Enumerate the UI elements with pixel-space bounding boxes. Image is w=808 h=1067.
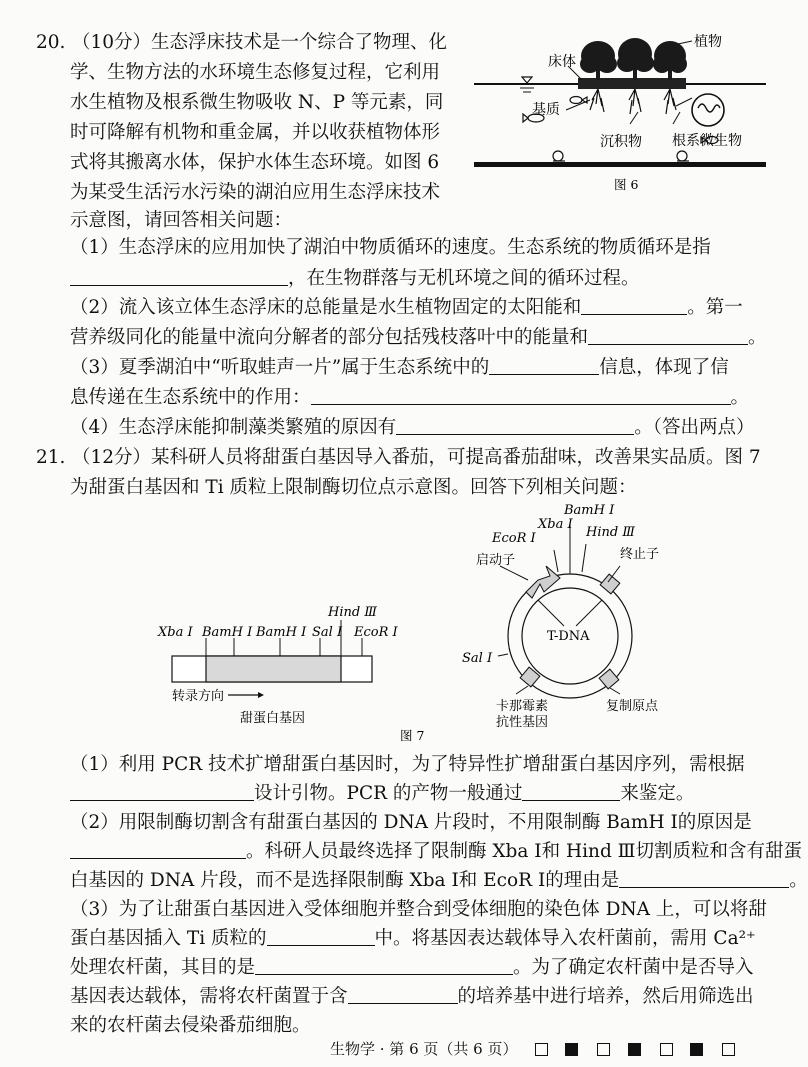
label-substrate: 基质 [532,102,560,118]
q21-sub2-line-2: 。科研人员最终选择了限制酶 Xba Ⅰ和 Hind Ⅲ切割质粒和含有甜蛋 [70,837,802,867]
q20-stem-line-1: （10分）生态浮床技术是一个综合了物理、化 [72,32,448,53]
q21-sub3-line-4: 基因表达载体，需将农杆菌置于含 的培养基中进行培养，然后用筛选出 [70,982,754,1012]
marker-square [535,1043,548,1056]
q20-sub4-line: （4）生态浮床能抑制藻类繁殖的原因有 。（答出两点） [70,413,755,443]
promoter-label: 启动子 [476,553,516,568]
q21-sub2-line-1: （2）用限制酶切割含有甜蛋白基因的 DNA 片段时，不用限制酶 BamH Ⅰ的原因是 [70,812,752,833]
answer-blank[interactable] [70,838,246,859]
gene-site-bamh-1: BamH Ⅰ [202,625,253,640]
q20-sub3-line-2: 息传递在生态系统中的作用： 。 [70,383,749,413]
q21-sub3-line-3: 处理农杆菌，其目的是 。为了确定农杆菌中是否导入 [70,953,754,983]
figure-6-caption: 图 6 [614,177,639,192]
figure-7-gene-and-plasmid [140,500,660,745]
q21-sub2-line-3: 白基因的 DNA 片段，而不是选择限制酶 Xba Ⅰ和 EcoR Ⅰ的理由是 。 [70,866,808,896]
plasmid-site-sal: Sal Ⅰ [462,651,493,666]
figure-7-caption: 图 7 [400,728,425,743]
q20-stem-line-3: 水生植物及根系微生物吸收 N、P 等元素，同 [70,92,444,113]
q20-sub3-line-1: （3）夏季湖泊中“听取蛙声一片”属于生态系统中的 信息，体现了信 [70,353,729,383]
q20-stem-line-2: 学、生物方法的水环境生态修复过程，它利用 [70,62,441,83]
q20-number: 20. [36,32,66,53]
marker-square [597,1043,610,1056]
terminator-label: 终止子 [620,547,660,562]
kanamycin-label-1: 卡那霉素 [496,699,549,714]
q21-sub1-line-1: （1）利用 PCR 技术扩增甜蛋白基因时，为了特异性扩增甜蛋白基因序列，需根据 [70,754,745,775]
answer-blank[interactable] [70,265,288,286]
plasmid-site-hind: Hind Ⅲ [586,525,635,540]
q21-stem-line-2: 为甜蛋白基因和 Ti 质粒上限制酶切位点示意图。回答下列相关问题： [70,477,637,498]
plasmid-site-eco: EcoR Ⅰ [492,531,536,546]
answer-blank[interactable] [581,294,687,315]
marker-square [690,1043,703,1056]
figure-6-floating-bed [470,28,770,198]
plasmid-site-bamh: BamH Ⅰ [564,503,615,518]
q20-sub2-line-2: 营养级同化的能量中流向分解者的部分包括残枝落叶中的能量和 。 [70,323,767,353]
sweet-protein-gene-map [157,605,399,726]
label-bed: 床体 [548,54,576,70]
marker-square [565,1043,578,1056]
snail-icon [553,151,689,161]
marker-square [722,1043,735,1056]
q21-sub1-line-2: 设计引物。PCR 的产物一般通过 来鉴定。 [70,779,694,809]
answer-blank[interactable] [348,983,458,1004]
direction-arrow-icon [228,692,264,698]
answer-blank[interactable] [267,925,375,946]
q20-sub1-line-2: ，在生物群落与无机环境之间的循环过程。 [70,264,640,294]
transcription-direction-label: 转录方向 [172,689,225,704]
terminator-block [600,574,620,594]
q20-stem-line-6: 为某受生活污水污染的湖泊应用生态浮床技术 [70,182,441,203]
label-sediment: 沉积物 [600,134,642,150]
q20-stem-line-7: 示意图，请回答相关问题： [70,210,293,231]
answer-blank[interactable] [396,414,634,435]
marker-square [660,1043,673,1056]
answer-blank[interactable] [311,384,731,405]
q21-stem-line-1: （12分）某科研人员将甜蛋白基因导入番茄，可提高番茄甜味，改善果实品质。图 7 [72,447,761,468]
marker-square [628,1043,641,1056]
answer-blank[interactable] [522,780,620,801]
label-plants: 植物 [694,34,722,50]
microbe-magnifier-icon [676,94,724,126]
lake-bottom [474,162,766,167]
gene-site-hind: Hind Ⅲ [328,605,377,620]
q20-sub2-line-1: （2）流入该立体生态浮床的总能量是水生植物固定的太阳能和 。第一 [70,293,743,323]
ori-label: 复制原点 [606,699,659,714]
answer-blank[interactable] [70,780,254,801]
tdna-label: T-DNA [547,629,590,644]
q21-sub3-line-1: （3）为了让甜蛋白基因进入受体细胞并整合到受体细胞的染色体 DNA 上，可以将甜 [70,899,767,920]
gene-site-xba: Xba Ⅰ [158,625,193,640]
q20-stem-line-5: 式将其搬离水体，保护水体生态环境。如图 6 [70,152,440,173]
gene-site-eco: EcoR Ⅰ [354,625,398,640]
answer-blank[interactable] [489,354,599,375]
gene-site-sal: Sal Ⅰ [312,625,343,640]
q20-sub1-line-1: （1）生态浮床的应用加快了湖泊中物质循环的速度。生态系统的物质循环是指 [70,237,711,258]
q20-stem-line-4: 时可降解有机物和重金属，并以收获植物体形 [70,122,441,143]
promoter-arrow-icon [526,566,560,598]
label-root-microbes: 根系微生物 [672,133,742,149]
gene-site-bamh-2: BamH Ⅰ [256,625,307,640]
q21-sub3-line-5: 来的农杆菌去侵染番茄细胞。 [70,1015,311,1036]
plant-icon [580,38,687,80]
plasmid-site-xba: Xba Ⅰ [538,517,573,532]
answer-blank[interactable] [588,324,748,345]
ti-plasmid-map [462,503,659,730]
answer-blank[interactable] [619,867,789,888]
gene-name-label: 甜蛋白基因 [240,711,306,726]
q21-sub3-line-2: 蛋白基因插入 Ti 质粒的 中。将基因表达载体导入农杆菌前，需用 Ca²⁺ [70,924,756,954]
page-footer: 生物学 · 第 6 页（共 6 页） [330,1040,518,1058]
q21-number: 21. [36,447,66,468]
root-icon [590,89,676,114]
kanamycin-label-2: 抗性基因 [496,715,549,730]
answer-blank[interactable] [255,954,513,975]
